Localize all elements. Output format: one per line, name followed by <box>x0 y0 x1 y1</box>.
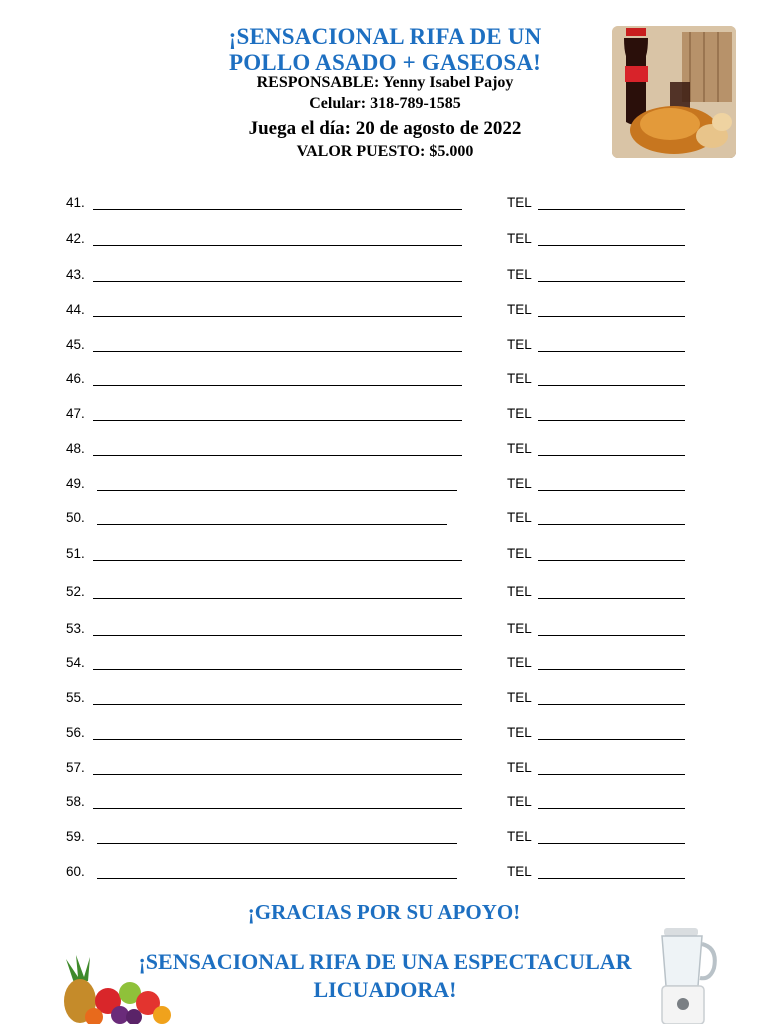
tel-label: TEL <box>507 267 532 282</box>
list-item <box>66 864 696 884</box>
row-number: 60. <box>66 864 85 879</box>
name-field[interactable] <box>93 739 462 740</box>
tel-field[interactable] <box>538 245 685 246</box>
row-number: 53. <box>66 621 85 636</box>
tel-label: TEL <box>507 231 532 246</box>
row-number: 54. <box>66 655 85 670</box>
list-item <box>66 546 696 566</box>
thanks-message: ¡GRACIAS POR SU APOYO! <box>247 900 521 924</box>
tel-label: TEL <box>507 510 532 525</box>
name-field[interactable] <box>93 281 462 282</box>
tel-field[interactable] <box>538 808 685 809</box>
row-number: 52. <box>66 584 85 599</box>
tel-field[interactable] <box>538 209 685 210</box>
tel-label: TEL <box>507 621 532 636</box>
name-field[interactable] <box>93 774 462 775</box>
tel-field[interactable] <box>538 455 685 456</box>
row-number: 43. <box>66 267 85 282</box>
list-item <box>66 621 696 641</box>
name-field[interactable] <box>97 843 457 844</box>
row-number: 49. <box>66 476 85 491</box>
name-field[interactable] <box>93 245 462 246</box>
tel-label: TEL <box>507 864 532 879</box>
list-item <box>66 829 696 849</box>
row-number: 55. <box>66 690 85 705</box>
name-field[interactable] <box>93 808 462 809</box>
raffle-title-line1: ¡SENSACIONAL RIFA DE UN <box>228 24 542 49</box>
list-item <box>66 584 696 604</box>
list-item <box>66 476 696 496</box>
name-field[interactable] <box>93 351 462 352</box>
tel-field[interactable] <box>538 385 685 386</box>
row-number: 44. <box>66 302 85 317</box>
list-item <box>66 760 696 780</box>
list-item <box>66 441 696 461</box>
name-field[interactable] <box>93 669 462 670</box>
list-item <box>66 302 696 322</box>
fruit-basket-icon <box>46 955 176 1024</box>
tel-label: TEL <box>507 655 532 670</box>
tel-field[interactable] <box>538 524 685 525</box>
name-field[interactable] <box>93 635 462 636</box>
name-field[interactable] <box>93 704 462 705</box>
list-item <box>66 371 696 391</box>
list-item <box>66 510 696 530</box>
row-number: 51. <box>66 546 85 561</box>
tel-label: TEL <box>507 476 532 491</box>
tel-field[interactable] <box>538 774 685 775</box>
row-number: 47. <box>66 406 85 421</box>
tel-field[interactable] <box>538 351 685 352</box>
tel-label: TEL <box>507 584 532 599</box>
name-field[interactable] <box>97 524 447 525</box>
list-item <box>66 406 696 426</box>
row-number: 59. <box>66 829 85 844</box>
list-item <box>66 725 696 745</box>
tel-field[interactable] <box>538 635 685 636</box>
tel-field[interactable] <box>538 739 685 740</box>
name-field[interactable] <box>93 316 462 317</box>
tel-field[interactable] <box>538 316 685 317</box>
tel-label: TEL <box>507 829 532 844</box>
row-number: 48. <box>66 441 85 456</box>
blender-icon <box>648 928 720 1024</box>
name-field[interactable] <box>93 455 462 456</box>
tel-field[interactable] <box>538 669 685 670</box>
row-number: 56. <box>66 725 85 740</box>
list-item <box>66 690 696 710</box>
row-number: 46. <box>66 371 85 386</box>
tel-label: TEL <box>507 690 532 705</box>
row-number: 45. <box>66 337 85 352</box>
raffle-title-line2: POLLO ASADO + GASEOSA! <box>228 50 542 75</box>
name-field[interactable] <box>93 560 462 561</box>
tel-field[interactable] <box>538 420 685 421</box>
chicken-soda-icon <box>612 26 736 158</box>
list-item <box>66 794 696 814</box>
tel-field[interactable] <box>538 598 685 599</box>
tel-label: TEL <box>507 195 532 210</box>
row-number: 42. <box>66 231 85 246</box>
tel-label: TEL <box>507 441 532 456</box>
name-field[interactable] <box>93 420 462 421</box>
tel-field[interactable] <box>538 281 685 282</box>
blender-image <box>648 928 720 1024</box>
tel-label: TEL <box>507 794 532 809</box>
tel-field[interactable] <box>538 704 685 705</box>
tel-label: TEL <box>507 406 532 421</box>
tel-field[interactable] <box>538 560 685 561</box>
list-item <box>66 231 696 251</box>
tel-field[interactable] <box>538 490 685 491</box>
tel-label: TEL <box>507 337 532 352</box>
row-number: 41. <box>66 195 85 210</box>
name-field[interactable] <box>93 385 462 386</box>
name-field[interactable] <box>93 598 462 599</box>
fruit-basket-image <box>46 955 176 1024</box>
list-item <box>66 655 696 675</box>
fecha-text: Juega el día: 20 de agosto de 2022 <box>248 118 522 139</box>
tel-label: TEL <box>507 760 532 775</box>
celular-text: Celular: 318-789-1585 <box>309 95 461 112</box>
tel-label: TEL <box>507 725 532 740</box>
tel-field[interactable] <box>538 843 685 844</box>
tel-label: TEL <box>507 546 532 561</box>
second-raffle-title-line1: ¡SENSACIONAL RIFA DE UNA ESPECTACULAR <box>138 949 632 974</box>
tel-label: TEL <box>507 302 532 317</box>
list-item <box>66 337 696 357</box>
chicken-soda-image <box>612 26 736 158</box>
row-number: 58. <box>66 794 85 809</box>
row-number: 57. <box>66 760 85 775</box>
name-field[interactable] <box>97 878 457 879</box>
name-field[interactable] <box>93 209 462 210</box>
second-raffle-title-line2: LICUADORA! <box>313 977 457 1002</box>
list-item <box>66 195 696 215</box>
name-field[interactable] <box>97 490 457 491</box>
responsable-text: RESPONSABLE: Yenny Isabel Pajoy <box>256 74 514 91</box>
tel-field[interactable] <box>538 878 685 879</box>
row-number: 50. <box>66 510 85 525</box>
valor-text: VALOR PUESTO: $5.000 <box>296 143 474 160</box>
list-item <box>66 267 696 287</box>
tel-label: TEL <box>507 371 532 386</box>
